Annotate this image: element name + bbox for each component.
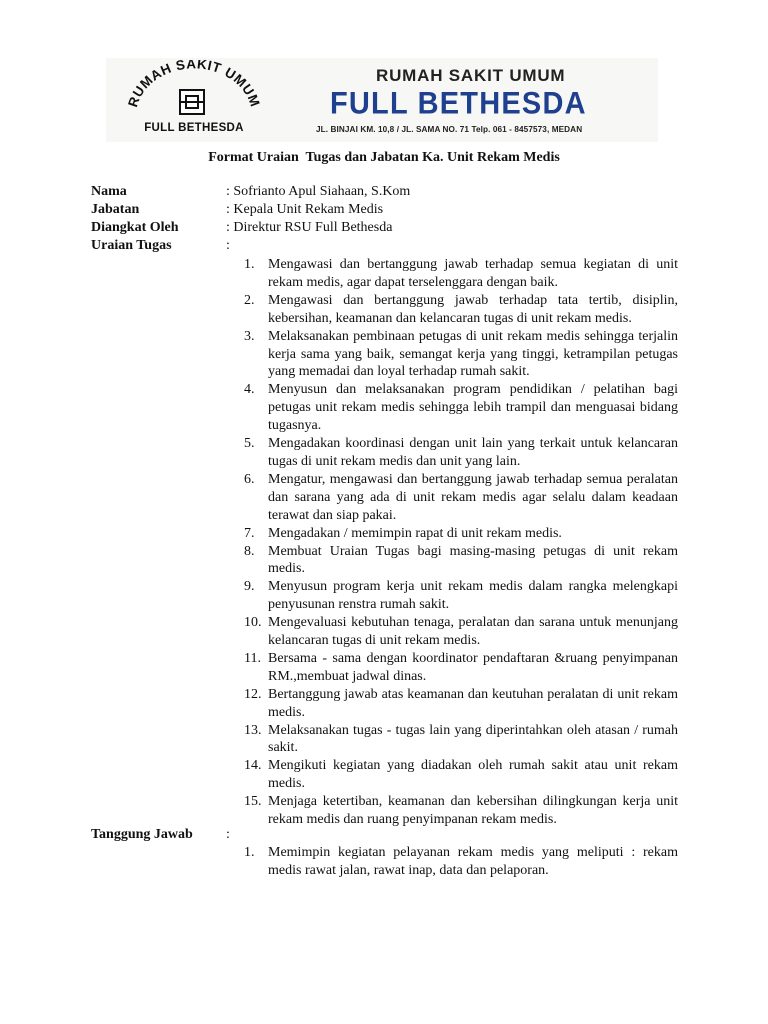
- list-item: [244, 292, 678, 328]
- list-item-text: Mengadakan koordinasi dengan unit lain yang terkait untuk kelancaran tugas di unit rekam medis dan unit yang lain.: [268, 436, 678, 469]
- list-item-number: 12.: [244, 686, 262, 702]
- list-item: [244, 578, 678, 614]
- list-item: [244, 757, 678, 793]
- field-uraian-label: Uraian Tugas: [91, 238, 172, 253]
- logo-bottom-text: FULL BETHESDA: [144, 122, 244, 134]
- tanggung-jawab-list: [244, 844, 678, 880]
- list-item-text: Menyusun program kerja unit rekam medis dalam rangka melengkapi penyusunan renstra rumah sakit.: [268, 579, 678, 613]
- hospital-logo: [116, 60, 266, 140]
- hospital-brand: FULL BETHESDA: [330, 86, 587, 122]
- list-item-number: 14.: [244, 758, 262, 774]
- list-item-text: Mengikuti kegiatan yang diadakan oleh rumah sakit atau unit rekam medis.: [268, 758, 678, 792]
- field-tanggung-colon: :: [226, 827, 230, 842]
- list-item: [244, 844, 678, 880]
- list-item: [244, 525, 678, 543]
- list-item-text: Mengevaluasi kebutuhan tenaga, peralatan dan sarana untuk menunjang kelancaran tugas di unit rekam medis.: [268, 615, 678, 649]
- letterhead: [106, 58, 658, 142]
- list-item-number: 7.: [244, 525, 255, 541]
- logo-arc-text: RUMAH SAKIT UMUM: [125, 60, 263, 109]
- list-item: [244, 381, 678, 435]
- list-item-text: Menjaga ketertiban, keamanan dan kebersihan dilingkungan kerja unit rekam medis dan ruang penyimpanan rekam medis.: [268, 794, 678, 828]
- list-item-text: Melaksanakan pembinaan petugas di unit rekam medis sehingga terjalin kerja sama yang baik, semangat kerja yang tinggi, ketrampilan petugas yang memadai dan loyal terhadap rumah sakit.: [268, 328, 678, 380]
- field-diangkat-value: : Direktur RSU Full Bethesda: [226, 220, 393, 235]
- list-item: [244, 543, 678, 579]
- list-item: [244, 793, 678, 829]
- list-item-number: 13.: [244, 722, 262, 738]
- list-item: [244, 256, 678, 292]
- list-item-number: 8.: [244, 543, 255, 559]
- list-item-number: 15.: [244, 794, 262, 810]
- list-item-text: Bertanggung jawab atas keamanan dan keutuhan peralatan di unit rekam medis.: [268, 686, 678, 720]
- hospital-address: JL. BINJAI KM. 10,8 / JL. SAMA NO. 71 Telp. 061 - 8457573, MEDAN: [316, 125, 583, 134]
- list-item: [244, 435, 678, 471]
- list-item-text: Memimpin kegiatan pelayanan rekam medis yang meliputi : rekam medis rawat jalan, rawat inap, data dan pelaporan.: [268, 845, 678, 878]
- field-nama-value: : Sofrianto Apul Siahaan, S.Kom: [226, 184, 411, 199]
- list-item-text: Mengadakan / memimpin rapat di unit rekam medis.: [268, 525, 562, 541]
- list-item-text: Mengawasi dan bertanggung jawab terhadap semua kegiatan di unit rekam medis, agar dapat terselenggara dengan baik.: [268, 257, 678, 290]
- list-item-number: 9.: [244, 579, 255, 595]
- list-item-number: 11.: [244, 650, 261, 666]
- uraian-tugas-list: [244, 256, 678, 829]
- list-item: [244, 471, 678, 525]
- list-item-number: 2.: [244, 292, 255, 308]
- list-item-number: 3.: [244, 328, 255, 344]
- document-title: Format Uraian Tugas dan Jabatan Ka. Unit Rekam Medis: [208, 150, 560, 165]
- list-item-text: Bersama - sama dengan koordinator pendaftaran &ruang penyimpanan RM.,membuat jadwal dinas.: [268, 650, 678, 684]
- field-jabatan-label: Jabatan: [91, 202, 140, 217]
- list-item: [244, 650, 678, 686]
- list-item: [244, 686, 678, 722]
- list-item-text: Mengawasi dan bertanggung jawab terhadap tata tertib, disiplin, kebersihan, keamanan dan kelancaran tugas di unit rekam medis.: [268, 292, 678, 326]
- list-item-text: Melaksanakan tugas - tugas lain yang diperintahkan oleh atasan / rumah sakit.: [268, 722, 678, 756]
- list-item-text: Menyusun dan melaksanakan program pendidikan / pelatihan bagi petugas unit rekam medis sehingga lebih trampil dan menguasai bidang tugasnya.: [268, 382, 678, 434]
- list-item-number: 5.: [244, 436, 255, 452]
- list-item-number: 4.: [244, 382, 255, 398]
- list-item-number: 10.: [244, 615, 262, 631]
- list-item-number: 1.: [244, 257, 255, 272]
- list-item: [244, 722, 678, 758]
- list-item: [244, 614, 678, 650]
- list-item-text: Mengatur, mengawasi dan bertanggung jawab terhadap semua peralatan dan sarana yang ada di unit rekam medis agar selalu dalam keadaan terawat dan siap pakai.: [268, 471, 678, 523]
- field-jabatan-value: : Kepala Unit Rekam Medis: [226, 202, 384, 217]
- list-item: [244, 328, 678, 382]
- field-nama-label: Nama: [91, 184, 127, 199]
- list-item-number: 1.: [244, 845, 255, 860]
- field-diangkat-label: Diangkat Oleh: [91, 220, 179, 235]
- field-uraian-colon: :: [226, 238, 230, 253]
- field-tanggung-label: Tanggung Jawab: [91, 827, 193, 842]
- hospital-label: RUMAH SAKIT UMUM: [376, 66, 566, 85]
- list-item-number: 6.: [244, 471, 255, 487]
- list-item-text: Membuat Uraian Tugas bagi masing-masing petugas di unit rekam medis.: [268, 543, 678, 577]
